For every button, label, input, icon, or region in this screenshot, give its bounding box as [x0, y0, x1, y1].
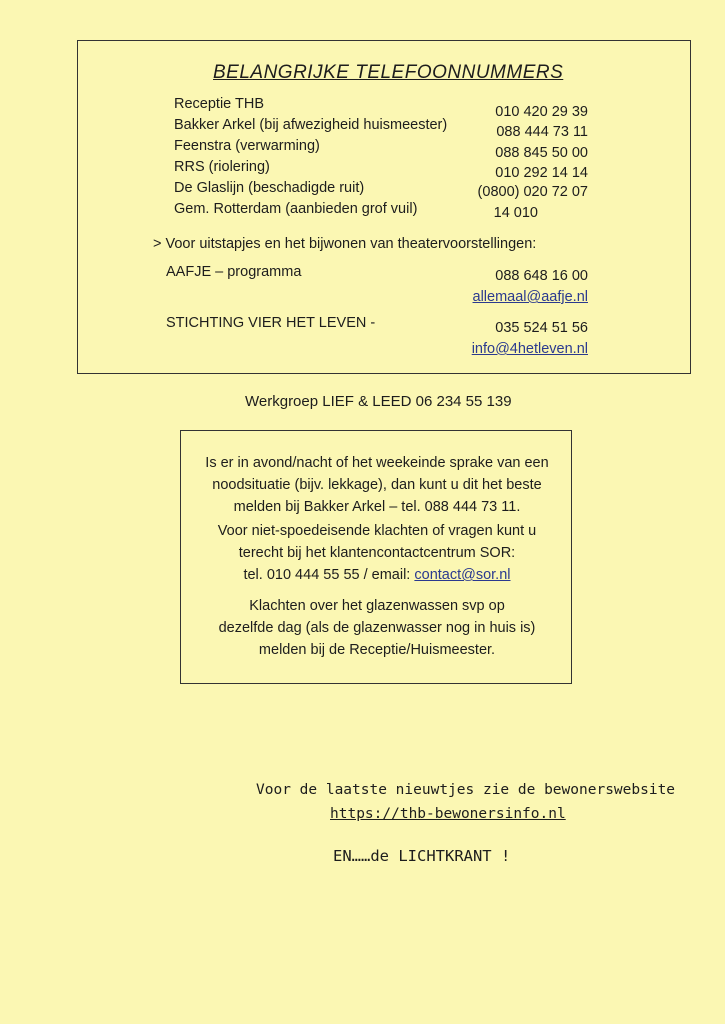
stichting-email-link[interactable]: info@4hetleven.nl [471, 341, 588, 357]
notice-line: Voor niet-spoedeisende klachten of vragen kunt u [217, 523, 537, 539]
aafje-email-link[interactable]: allemaal@aafje.nl [472, 289, 588, 305]
notice-line: noodsituatie (bijv. lekkage), dan kunt u dit het beste [212, 477, 542, 493]
contact-label: Bakker Arkel (bij afwezigheid huismeester) [174, 117, 448, 133]
notice-line: terecht bij het klantencontactcentrum SOR: [238, 545, 516, 561]
contact-label: RRS (riolering) [174, 159, 270, 175]
notice-tel-line [182, 564, 572, 586]
excursions-intro: > Voor uitstapjes en het bijwonen van theatervoorstellingen: [153, 236, 537, 252]
notice-paragraph-complaints [182, 520, 572, 586]
notice-line: melden bij Bakker Arkel – tel. 088 444 73 11. [233, 499, 521, 515]
contact-number: 010 292 14 14 [495, 165, 588, 181]
werkgroep-line: Werkgroep LIEF & LEED 06 234 55 139 [245, 393, 512, 410]
sor-email-link[interactable]: contact@sor.nl [414, 567, 511, 583]
notice-tel: tel. 010 444 55 55 / email: [243, 567, 415, 583]
notice-paragraph-emergency [182, 452, 572, 518]
aafje-label: AAFJE – programma [166, 264, 302, 280]
notice-line: dezelfde dag (als de glazenwasser nog in huis is) [218, 620, 536, 636]
contact-label: Feenstra (verwarming) [174, 138, 320, 154]
aafje-number: 088 648 16 00 [495, 268, 588, 284]
notice-paragraph-windows [182, 595, 572, 661]
notice-line: Klachten over het glazenwassen svp op [249, 598, 505, 614]
notice-line: Is er in avond/nacht of het weekeinde sprake van een [205, 455, 549, 471]
contact-label: Gem. Rotterdam (aanbieden grof vuil) [174, 201, 418, 217]
contact-number: 010 420 29 39 [495, 104, 588, 120]
footer-news-text: Voor de laatste nieuwtjes zie de bewonerswebsite [256, 782, 676, 798]
stichting-number: 035 524 51 56 [495, 320, 588, 336]
page-title: BELANGRIJKE TELEFOONNUMMERS [213, 62, 564, 83]
contact-number: 088 845 50 00 [495, 145, 588, 161]
lichtkrant-text: EN……de LICHTKRANT ! [333, 847, 511, 865]
notice-line: melden bij de Receptie/Huismeester. [258, 642, 496, 658]
contact-number: (0800) 020 72 07 [477, 184, 588, 200]
contact-label: De Glaslijn (beschadigde ruit) [174, 180, 365, 196]
contact-label: Receptie THB [174, 96, 264, 112]
stichting-label: STICHTING VIER HET LEVEN - [166, 315, 376, 331]
contact-number: 088 444 73 11 [496, 124, 588, 140]
website-link[interactable]: https://thb-bewonersinfo.nl [330, 806, 566, 822]
contact-number: 14 010 [493, 205, 538, 221]
